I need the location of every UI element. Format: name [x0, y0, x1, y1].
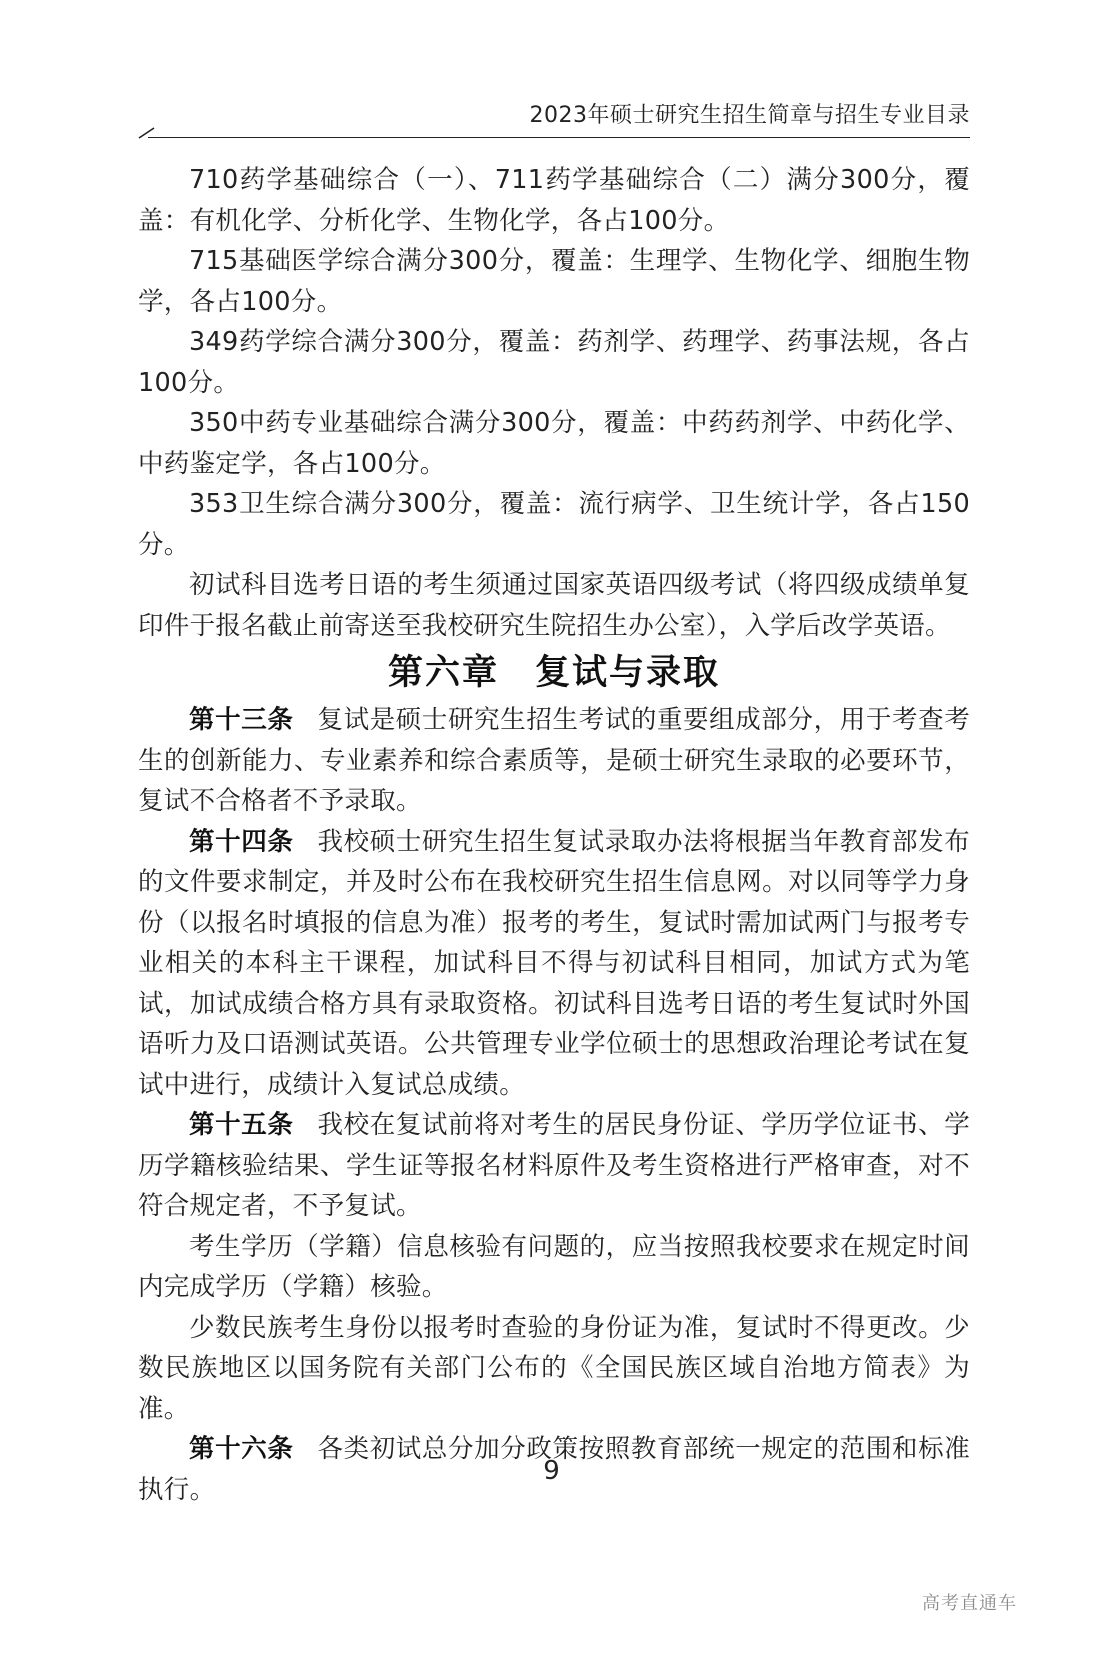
article-text: 我校硕士研究生招生复试录取办法将根据当年教育部发布的文件要求制定，并及时公布在我校研究生招生信息网。对以同等学力身份（以报名时填报的信息为准）报考的考生，复试时需加试两门与报考专业相关的本科主干课程，加试科目不得与初试科目相同，加试方式为笔试，加试成绩合格方具有录取资格。初试科目选考日语的考生复试时外国语听力及口语测试英语。公共管理专业学位硕士的思想政治理论考试在复试中进行，成绩计入复试总成绩。 — [138, 826, 970, 1100]
paragraph-ethnic-minority: 少数民族考生身份以报考时查验的身份证为准，复试时不得更改。少数民族地区以国务院有关部门公布的《全国民族区域自治地方简表》为准。 — [138, 1312, 970, 1424]
paragraph-710-711: 710药学基础综合（一）、711药学基础综合（二）满分300分，覆盖：有机化学、分析化学、生物化学，各占100分。 — [138, 165, 970, 236]
paragraph-degree-verification: 考生学历（学籍）信息核验有问题的，应当按照我校要求在规定时间内完成学历（学籍）核验。 — [138, 1231, 970, 1302]
article-label: 第十四条 — [189, 826, 294, 857]
page-number: 9 — [543, 1456, 560, 1486]
chapter-number: 第六章 — [387, 652, 499, 693]
article-14 — [138, 822, 970, 1106]
paragraph-350: 350中药专业基础综合满分300分，覆盖：中药药剂学、中药化学、中药鉴定学，各占100分。 — [138, 408, 970, 479]
article-text: 各类初试总分加分政策按照教育部统一规定的范围和标准执行。 — [138, 1434, 970, 1505]
article-text: 我校在复试前将对考生的居民身份证、学历学位证书、学历学籍核验结果、学生证等报名材料原件及考生资格进行严格审查，对不符合规定者，不予复试。 — [138, 1110, 970, 1221]
paragraph-715: 715基础医学综合满分300分，覆盖：生理学、生物化学、细胞生物学，各占100分。 — [138, 246, 970, 317]
article-13 — [138, 700, 970, 822]
article-15 — [138, 1105, 970, 1227]
article-text: 复试是硕士研究生招生考试的重要组成部分，用于考查考生的创新能力、专业素养和综合素质等，是硕士研究生录取的必要环节，复试不合格者不予录取。 — [138, 705, 970, 816]
page-body — [138, 160, 970, 1510]
paragraph-349: 349药学综合满分300分，覆盖：药剂学、药理学、药事法规，各占100分。 — [138, 327, 970, 398]
header-title: 2023年硕士研究生招生简章与招生专业目录 — [529, 103, 970, 128]
chapter-title — [138, 646, 970, 700]
header-rule — [148, 137, 970, 138]
watermark: 高考直通车 — [922, 1593, 1017, 1614]
article-label: 第十六条 — [189, 1434, 294, 1464]
article-label: 第十五条 — [189, 1110, 294, 1140]
paragraph-japanese-note: 初试科目选考日语的考生须通过国家英语四级考试（将四级成绩单复印件于报名截止前寄送至我校研究生院招生办公室），入学后改学英语。 — [138, 570, 970, 641]
chapter-name: 复试与录取 — [535, 652, 721, 693]
paragraph-353: 353卫生综合满分300分，覆盖：流行病学、卫生统计学，各占150分。 — [138, 489, 970, 560]
page-header — [138, 102, 970, 138]
article-label: 第十三条 — [189, 705, 294, 735]
